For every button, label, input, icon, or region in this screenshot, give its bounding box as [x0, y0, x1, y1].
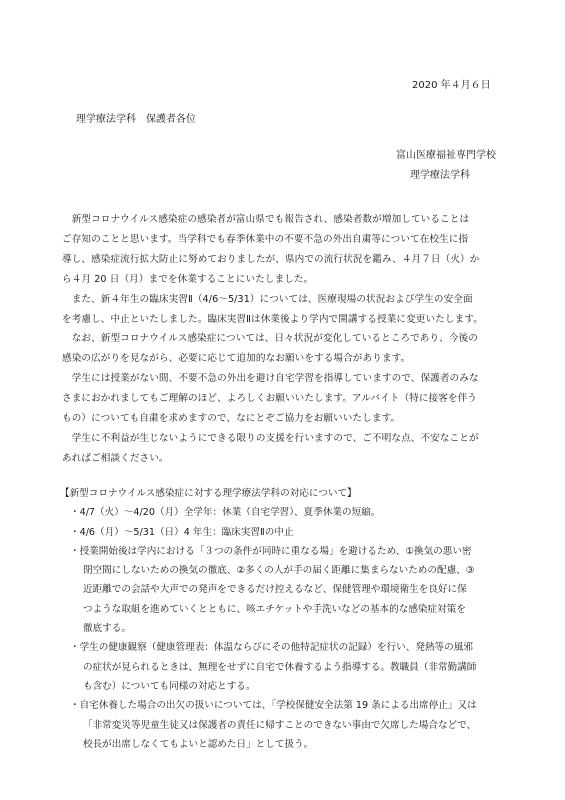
body-line: あればご相談ください。 — [62, 452, 169, 464]
measure-item-line: の症状が見られるときは、無理をせずに自宅で休養するよう指導する。教職員（非常勤講師 — [83, 661, 477, 673]
letter-body — [62, 210, 508, 469]
document-date: 2020 年４月６日 — [412, 80, 491, 91]
measure-item-line: 閉空間にしないための換気の徹底、②多くの人が手の届く距離に集まらないための配慮、③ — [83, 565, 475, 577]
measure-item-line: 校長が出席しなくてもよいと認めた日」として扱う。 — [83, 738, 314, 750]
body-line: 導し、感染症流行拡大防止に努めておりましたが、県内での流行状況を鑑み、４月７日（火）か — [62, 253, 480, 265]
body-line: また、新４年生の臨床実習Ⅱ（4/6～5/31）については、医療現場の状況および学生の安全面 — [62, 293, 473, 305]
measure-item-line: も含む）についても同様の対応とする。 — [83, 680, 256, 692]
measure-item-line: 近距離での会話や大声での発声をできるだけ控えるなど、保健管理や環境衛生を良好に保 — [83, 584, 467, 596]
body-line: ご存知のことと思います。当学科でも春季休業中の不要不急の外出自粛等について在校生に指 — [62, 233, 469, 245]
measure-item-line: つような取組を進めていくとともに、咳エチケットや手洗いなどの基本的な感染症対策を — [83, 603, 466, 615]
measures-section — [60, 484, 508, 754]
body-line: もの）についても自粛を求めますので、なにとぞご協力をお願いいたします。 — [62, 413, 401, 425]
body-line: ら４月 20 日（月）までを休業することにいたしました。 — [62, 273, 314, 285]
measure-item-line: ・学生の健康観察（健康管理表：体温ならびにその他特記症状の記録）を行い、発熱等の風邪 — [70, 642, 473, 654]
measure-item-line: 「非常変災等児童生徒又は保護者の責任に帰すことのできない事由で欠席した場合などで、 — [83, 719, 477, 731]
measure-item-line: ・4/7（火）～4/20（月）全学年：休業（自宅学習）、夏季休業の短縮。 — [70, 507, 381, 519]
recipient-line: 理学療法学科 保護者各位 — [76, 114, 196, 125]
measure-item-line: ・自宅休養した場合の出欠の扱いについては、「学校保健安全法第 19 条による出席停止」又は — [70, 700, 477, 712]
sender-department: 理学療法学科 — [410, 170, 470, 181]
sender-block — [396, 146, 496, 186]
sender-organization: 富山医療福祉専門学校 — [396, 150, 496, 161]
measure-item-line: ・4/6（月）～5/31（日）4 年生：臨床実習Ⅱの中止 — [70, 526, 294, 538]
body-line: さまにおかれましてもご理解のほど、よろしくお願いいたします。アルバイト（特に接客を伴う — [62, 393, 478, 405]
measure-item-line: ・授業開始後は学内における「３つの条件が同時に重なる場」を避けるため、①換気の悪い密 — [70, 545, 472, 557]
body-line: 感染の広がりを見ながら、必要に応じて追加的なお願いをする場合があります。 — [62, 353, 411, 365]
body-line: なお、新型コロナウイルス感染症については、日々状況が変化しているところであり、今後の — [62, 333, 478, 345]
body-line: 新型コロナウイルス感染症の感染者が富山県でも報告され、感染者数が増加していることは — [62, 214, 470, 225]
body-line: 学生に不利益が生じないようにできる限りの支援を行いますので、ご不明な点、不安なことが — [62, 432, 479, 444]
measures-heading: 【新型コロナウイルス感染症に対する理学療法学科の対応について】 — [60, 488, 357, 499]
measure-item-line: 徹底する。 — [83, 623, 131, 635]
body-line: 学生には授業がない間、不要不急の外出を避け自宅学習を指導していますので、保護者のみな — [62, 373, 479, 385]
body-line: を考慮し、中止といたしました。臨床実習Ⅱは休業後より学内で開講する授業に変更いたします。 — [62, 313, 483, 325]
